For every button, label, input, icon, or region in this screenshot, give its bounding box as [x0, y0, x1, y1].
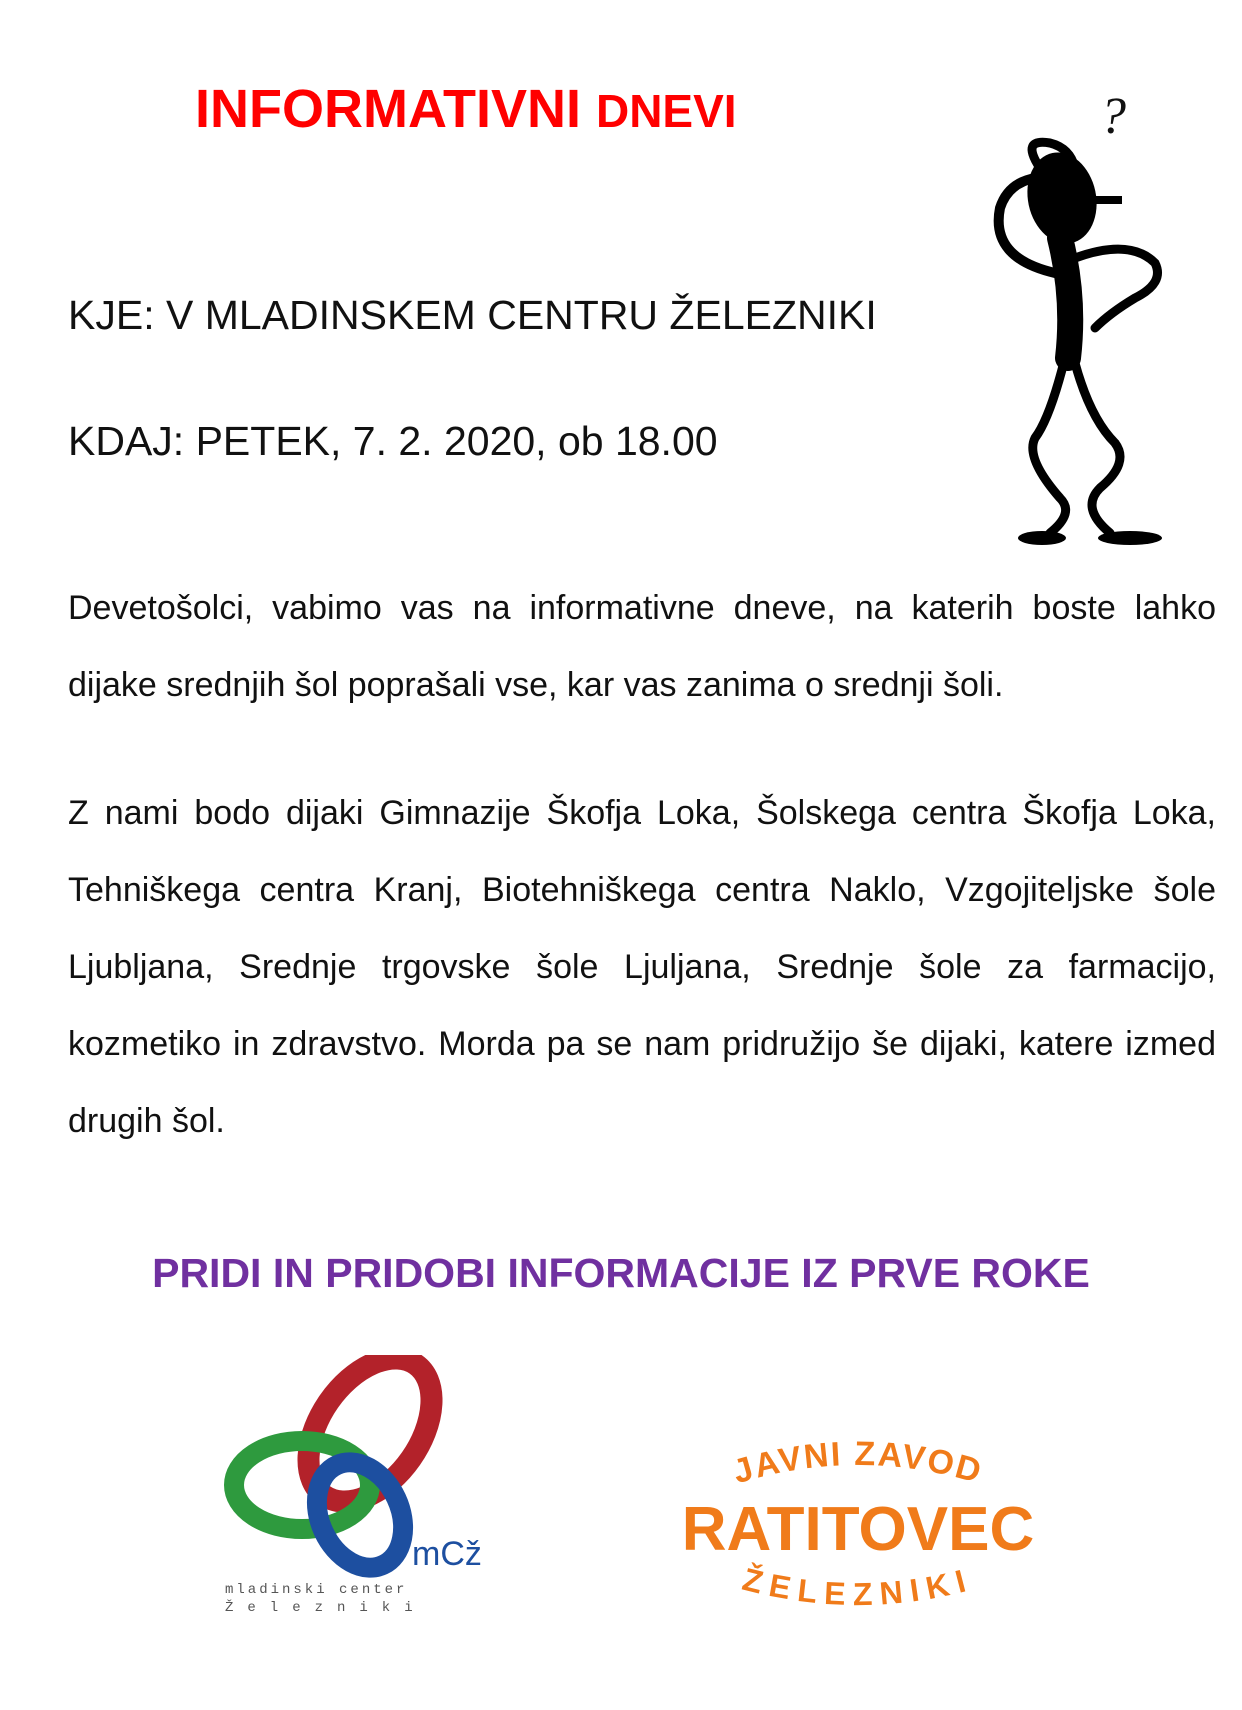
- mcz-line2: Železniki: [225, 1600, 427, 1615]
- event-datetime: KDAJ: PETEK, 7. 2. 2020, ob 18.00: [68, 418, 718, 464]
- ratitovec-top-text: JAVNI ZAVOD: [728, 1434, 987, 1492]
- mcz-logo: [220, 1355, 520, 1615]
- mcz-mark: mCž: [412, 1535, 482, 1573]
- mcz-line1: mladinski center: [225, 1582, 408, 1598]
- ratitovec-logo: [658, 1420, 1058, 1620]
- invitation-paragraph: Devetošolci, vabimo vas na informativne dneve, na katerih boste lahko dijake srednjih šol poprašali vse, kar vas zanima o srednji šoli.: [68, 589, 1216, 704]
- call-to-action: PRIDI IN PRIDOBI INFORMACIJE IZ PRVE ROKE: [152, 1250, 1090, 1296]
- svg-text:JAVNI ZAVOD: [729, 1435, 987, 1491]
- title-part2: DNEVI: [595, 85, 737, 137]
- schools-paragraph: Z nami bodo dijaki Gimnazije Škofja Loka, Šolskega centra Škofja Loka, Tehniškega centra Kranj, Biotehniškega centra Naklo, Vzgojiteljske šole Ljubljana, Srednje trgovske šole Ljuljana, Srednje šole za farmacijo, kozmetiko in zdravstvo. Morda pa se nam pridružijo še dijaki, katere izmed drugih šol.: [68, 794, 1216, 1140]
- thinking-figure-illustration: [980, 88, 1210, 558]
- question-mark: ?: [1100, 88, 1126, 145]
- ratitovec-main-text: RATITOVEC: [681, 1495, 1035, 1564]
- svg-text:ŽELEZNIKI: [739, 1561, 977, 1612]
- title-part1: INFORMATIVNI: [195, 79, 581, 139]
- ratitovec-bottom-text: ŽELEZNIKI: [739, 1560, 977, 1613]
- page-title: [195, 78, 737, 140]
- event-location: KJE: V MLADINSKEM CENTRU ŽELEZNIKI: [68, 292, 877, 338]
